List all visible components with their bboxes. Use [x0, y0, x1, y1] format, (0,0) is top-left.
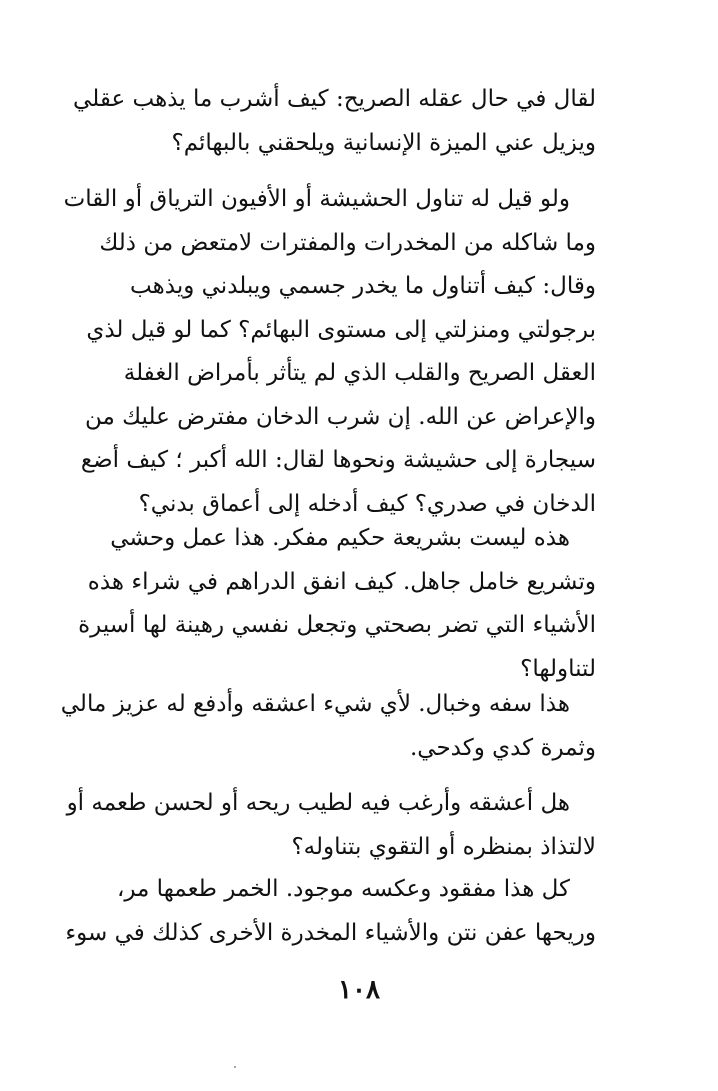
page-number: ١٠٨: [338, 975, 380, 1005]
text-line: هل أعشقه وأرغب فيه لطيب ريحه أو لحسن طعمه أو: [66, 790, 570, 816]
paragraph-6: [56, 868, 596, 955]
text-line: هذا سفه وخبال. لأي شيء اعشقه وأدفع له عزيز مالي: [60, 691, 570, 717]
paragraph-2: [56, 178, 596, 526]
text-line: سيجارة إلى حشيشة ونحوها لقال: الله أكبر ؛ كيف أضع: [80, 447, 596, 473]
text-line: الدخان في صدري؟ كيف أدخله إلى أعماق بدني؟: [138, 490, 596, 517]
text-line: وتشريع خامل جاهل. كيف انفق الدراهم في شراء هذه: [87, 568, 596, 595]
text-line: ويزيل عني الميزة الإنسانية ويلحقني بالبهائم؟: [171, 129, 596, 156]
text-line: الأشياء التي تضر بصحتي وتجعل نفسي رهينة لها أسيرة: [78, 612, 596, 638]
text-line: لقال في حال عقله الصريح: كيف أشرب ما يذهب عقلي: [73, 86, 596, 112]
text-line: وثمرة كدي وكدحي.: [409, 734, 596, 761]
text-line: لالتذاذ بمنظره أو التقوي بتناوله؟: [291, 833, 596, 860]
text-line: العقل الصريح والقلب الذي لم يتأثر بأمراض الغفلة: [123, 360, 596, 386]
scan-speck: [234, 1066, 236, 1068]
text-line: والإعراض عن الله. إن شرب الدخان مفترض عليك من: [85, 403, 596, 430]
text-line: ولو قيل له تناول الحشيشة أو الأفيون الترياق أو القات: [63, 186, 570, 212]
paragraph-3: [56, 517, 596, 691]
paragraph-4: [56, 683, 596, 770]
paragraph-1: [56, 78, 596, 165]
text-line: برجولتي ومنزلتي إلى مستوى البهائم؟ كما لو قيل لذي: [86, 316, 596, 343]
text-line: وما شاكله من المخدرات والمفترات لامتعض من ذلك: [99, 229, 596, 256]
text-line: كل هذا مفقود وعكسه موجود. الخمر طعمها مر،: [116, 876, 570, 902]
text-line: وريحها عفن نتن والأشياء المخدرة الأخرى كذلك في سوء: [65, 919, 596, 946]
text-line: لتناولها؟: [520, 655, 596, 682]
text-line: وقال: كيف أتناول ما يخدر جسمي ويبلدني ويذهب: [130, 273, 596, 299]
paragraph-5: [56, 782, 596, 869]
text-line: هذه ليست بشريعة حكيم مفكر. هذا عمل وحشي: [110, 525, 570, 551]
